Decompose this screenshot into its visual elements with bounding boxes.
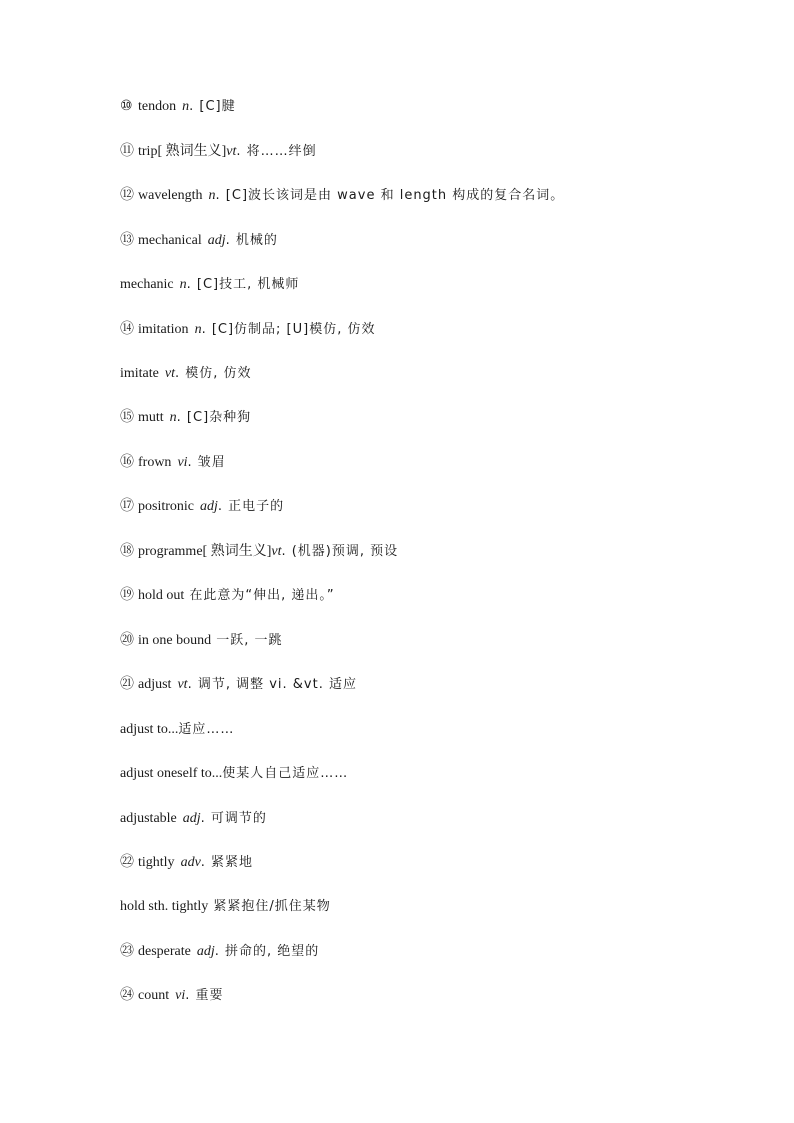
- entry-definition: 在此意为“伸出, 递出。”: [184, 588, 335, 603]
- entry-pos: adj: [207, 233, 226, 248]
- entry-definition: . 紧紧地: [200, 855, 254, 870]
- entry-word: mechanical: [138, 233, 202, 248]
- vocab-entry: [120, 406, 251, 430]
- entry-pos: n: [169, 410, 177, 425]
- entry-word: count: [138, 988, 170, 1003]
- vocab-entry: [120, 851, 253, 875]
- entry-number: ㉓: [120, 944, 134, 959]
- entry-pos: n: [208, 188, 216, 203]
- entry-word: adjust to...: [120, 722, 179, 737]
- entry-definition: . 正电子的: [217, 499, 285, 514]
- vocab-entry: [120, 495, 284, 519]
- entry-number: ㉔: [120, 988, 134, 1003]
- vocab-entry: [120, 940, 319, 964]
- entry-definition: . 模仿, 仿效: [175, 366, 252, 381]
- entry-definition: . 重要: [185, 988, 224, 1003]
- entry-word: hold sth. tightly: [120, 899, 209, 914]
- entry-definition: . [C]波长该词是由 wave 和 length 构成的复合名词。: [215, 188, 565, 203]
- vocab-entry: [120, 451, 226, 475]
- entry-definition: . 调节, 调整 vi. &vt. 适应: [187, 677, 357, 692]
- entry-pos: vt: [271, 544, 282, 559]
- entry-word: imitate: [120, 366, 159, 381]
- entry-word: hold out: [138, 588, 185, 603]
- entry-number: ⑲: [120, 588, 134, 603]
- entry-number: ㉒: [120, 855, 134, 870]
- entry-pos: adj: [182, 811, 201, 826]
- vocab-entry: [120, 540, 398, 564]
- entry-definition: . [C]腱: [189, 99, 236, 114]
- entry-number: ⑩: [120, 99, 133, 114]
- entry-number: ㉑: [120, 677, 134, 692]
- entry-pos: n: [194, 322, 202, 337]
- entry-word: adjustable: [120, 811, 177, 826]
- entry-definition: . 可调节的: [200, 811, 267, 826]
- entry-pos: adj: [200, 499, 218, 514]
- entry-word: mutt: [138, 410, 164, 425]
- entry-word: adjust: [138, 677, 172, 692]
- vocab-entry: [120, 584, 335, 608]
- entry-number: ⑰: [120, 499, 134, 514]
- vocab-entry: [120, 95, 236, 119]
- entry-word: wavelength: [138, 188, 203, 203]
- entry-number: ⑬: [120, 233, 134, 248]
- entry-pos: vi: [177, 455, 188, 470]
- entry-pos: vi: [175, 988, 186, 1003]
- entry-number: ⑭: [120, 322, 134, 337]
- entry-word: desperate: [138, 944, 191, 959]
- entry-word: programme[ 熟词生义]: [138, 544, 272, 559]
- vocab-entry: [120, 318, 375, 342]
- entry-word: adjust oneself to...: [120, 766, 223, 781]
- entry-definition: . 机械的: [225, 233, 278, 248]
- vocab-entry: [120, 807, 267, 831]
- entry-definition: 适应……: [178, 722, 235, 737]
- entry-word: in one bound: [138, 633, 212, 648]
- vocab-entry: [120, 229, 278, 253]
- vocab-entry: [120, 362, 252, 386]
- vocab-entry: [120, 673, 357, 697]
- vocab-entry: [120, 140, 317, 164]
- entry-word: frown: [138, 455, 172, 470]
- entry-number: ⑱: [120, 544, 134, 559]
- entry-pos: vt: [177, 677, 188, 692]
- entry-definition: . (机器)预调, 预设: [281, 544, 399, 559]
- vocab-entry: [120, 895, 331, 919]
- entry-definition: 使某人自己适应……: [222, 766, 349, 781]
- entry-word: imitation: [138, 322, 189, 337]
- entry-definition: . 皱眉: [187, 455, 226, 470]
- entry-definition: . 将……绊倒: [236, 144, 317, 159]
- entry-definition: 一跃, 一跳: [211, 633, 283, 648]
- entry-definition: . 拼命的, 绝望的: [214, 944, 320, 959]
- vocab-entry: [120, 718, 234, 742]
- entry-pos: adj: [196, 944, 215, 959]
- entry-number: ⑳: [120, 633, 134, 648]
- entry-word: positronic: [138, 499, 194, 514]
- entry-number: ⑪: [120, 144, 134, 159]
- entry-definition: 紧紧抱住/抓住某物: [208, 899, 331, 914]
- entry-pos: vt: [226, 144, 237, 159]
- vocab-entry: [120, 984, 223, 1008]
- vocab-entry: [120, 762, 348, 786]
- entry-word: tendon: [138, 99, 177, 114]
- entry-pos: vt: [164, 366, 175, 381]
- entry-word: tightly: [138, 855, 175, 870]
- vocab-entry: [120, 273, 299, 297]
- entry-pos: adv: [180, 855, 201, 870]
- entry-word: trip[ 熟词生义]: [138, 144, 227, 159]
- entry-definition: . [C]仿制品; [U]模仿, 仿效: [201, 322, 376, 337]
- entry-pos: n: [179, 277, 187, 292]
- entry-word: mechanic: [120, 277, 174, 292]
- entry-number: ⑮: [120, 410, 134, 425]
- entry-pos: n: [182, 99, 190, 114]
- vocab-entry: [120, 184, 564, 208]
- entry-definition: . [C]技工, 机械师: [186, 277, 300, 292]
- entry-definition: . [C]杂种狗: [176, 410, 252, 425]
- vocab-entry: [120, 629, 283, 653]
- entry-number: ⑯: [120, 455, 134, 470]
- entry-number: ⑫: [120, 188, 134, 203]
